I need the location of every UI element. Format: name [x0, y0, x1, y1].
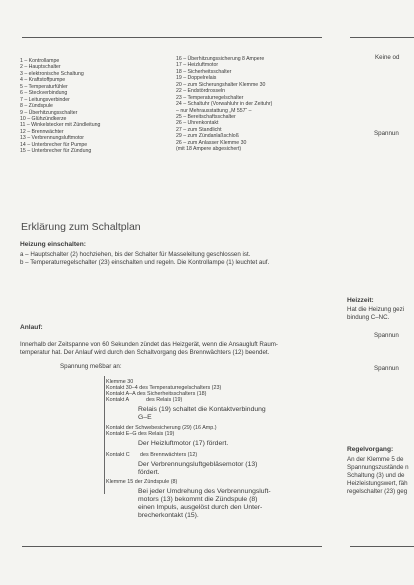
legend-item: 29 – zum Zündanlaßschloß [176, 133, 239, 140]
right-keine: Keine od [375, 54, 400, 61]
legend-item: 5 – Temperaturfühler [20, 83, 68, 90]
legend-item: 6 – Steckverbindung [20, 90, 68, 97]
right-heizzeit-line-2: bindung C–NC. [347, 314, 390, 321]
right-spannung-3: Spannun [374, 365, 399, 372]
anlauf-heading: Anlauf: [20, 324, 43, 331]
verbrennung-line-1: Der Verbrennungsluftgebläsemotor (13) [138, 461, 258, 468]
umdrehung-line-3: einen Impuls, ausgelöst durch den Unter- [138, 504, 263, 511]
bottom-rule-left [22, 546, 322, 547]
right-heizzeit-line-1: Hat die Heizung gezi [347, 306, 405, 313]
legend-item: 8 – Zündspule [20, 103, 53, 110]
right-regel-line-2: Spannungszustände n [347, 464, 409, 471]
kontakt-a-label: Kontakt A [106, 397, 130, 403]
kontakt-e-g: Kontakt E–G des Relais (19) [106, 431, 175, 437]
legend-item: 9 – Überhitzungsschalter [20, 109, 78, 116]
legend-item: 4 – Kraftstoffpumpe [20, 77, 66, 84]
legend-item: 11 – Winkelstecker mit Zündleitung [20, 122, 101, 129]
legend-item: 18 – Sicherheitsschalter [176, 68, 232, 75]
legend-item: 2 – Hauptschalter [20, 64, 61, 71]
klemme-15: Klemme 15 der Zündspule (8) [106, 479, 178, 485]
legend-item: 1 – Kontrollampe [20, 58, 60, 64]
top-rule-left [22, 37, 322, 38]
right-heizzeit-heading: Heizzeit: [347, 297, 374, 304]
legend-item: 25 – Bereitschaftsschalter [176, 113, 236, 120]
legend-item: – nur Mehrausstattung „M 557“ – [176, 107, 252, 114]
kontakt-a-value: des Relais (19) [146, 397, 183, 403]
umdrehung-line-1: Bei jeder Umdrehung des Verbrennungsluft- [138, 488, 271, 495]
umdrehung-line-4: brecherkontakt (15). [138, 512, 199, 519]
legend-item: 20 – zum Sicherungshalter Klemme 30 [176, 81, 266, 88]
legend-item: 26 – zum Anlasser Klemme 30 [176, 139, 247, 146]
legend-item: 23 – Temperaturregelschalter [176, 94, 244, 101]
right-spannung-1: Spannun [374, 130, 399, 137]
kontakt-c-label: Kontakt C [106, 452, 130, 458]
kontakt-c-value: des Brennwächters (12) [140, 452, 198, 458]
legend-item: 13 – Verbrennungsluftmotor [20, 135, 85, 142]
legend-item: 27 – zum Standlicht [176, 126, 222, 133]
anlauf-line-1: Innerhalb der Zeitspanne von 60 Sekunden zündet das Heizgerät, wenn die Ansaugluft Raum- [20, 341, 278, 348]
legend-item: 26 – Uhrenkontakt [176, 120, 219, 127]
legend-item: 3 – elektronische Schaltung [20, 70, 84, 77]
kontakt-30-4: Kontakt 30–4 des Temperaturregelschalters (23) [106, 385, 222, 391]
umdrehung-line-2: motors (13) bekommt die Zündspule (8) [138, 496, 258, 503]
right-regel-line-5: regelschalter (23) geg [347, 488, 408, 495]
heizung-heading: Heizung einschalten: [20, 241, 86, 248]
right-regel-line-3: Schaltung (3) und de [347, 472, 405, 479]
heizluftmotor-line: Der Heizluftmotor (17) fördert. [138, 440, 229, 447]
kontakt-a-a: Kontakt A–A des Sicherheitsschalters (18) [106, 391, 207, 397]
anlauf-line-2: temperatur hat. Der Anlauf wird durch den Schaltvorgang des Brennwächters (12) beendet. [20, 349, 270, 356]
legend-item: 22 – Endstördrosseln [176, 88, 226, 95]
right-regel-line-1: An der Klemme 5 de [347, 456, 404, 463]
heizung-line-a: a – Hauptschalter (2) hochziehen, bis der Schalter für Masseleitung geschlossen ist. [20, 251, 251, 258]
legend-item: 10 – Glühzündkerze [20, 115, 67, 122]
relais-line-2: G–E [138, 414, 152, 421]
legend-right-column [176, 56, 272, 153]
flow-vertical-line [104, 376, 105, 494]
legend-item: 19 – Doppelrelais [176, 75, 217, 82]
bottom-rule-right [350, 546, 414, 547]
legend-item: 15 – Unterbrecher für Zündung [20, 148, 92, 155]
heizung-line-b: b – Temperaturregelschalter (23) einschalten und regeln. Die Kontrollampe (1) leuchtet auf. [20, 259, 270, 266]
legend-item: (mit 18 Ampere abgesichert) [176, 146, 242, 153]
legend-item: 17 – Heizluftmotor [176, 62, 219, 69]
top-rule-right [350, 37, 414, 38]
legend-left-column [20, 58, 100, 155]
verbrennung-line-2: fördert. [138, 469, 160, 476]
right-regel-heading: Regelvorgang: [347, 446, 394, 453]
legend-item: 7 – Leitungsverbinder [20, 96, 70, 103]
schwebesicherung: Kontakt der Schwebesicherung (29) (16 Amp.) [106, 425, 217, 431]
legend-item: 16 – Überhitzungssicherung 8 Ampere [176, 56, 265, 62]
spannung-label: Spannung meßbar an: [60, 363, 122, 370]
klemme-30: Klemme 30 [106, 379, 134, 385]
legend-item: 12 – Brennwächter [20, 128, 64, 135]
right-regel-line-4: Heizleistungswert, fäh [347, 480, 408, 487]
legend-item: 14 – Unterbrecher für Pumpe [20, 141, 88, 148]
page-title: Erklärung zum Schaltplan [21, 221, 141, 233]
relais-line-1: Relais (19) schaltet die Kontaktverbindung [138, 406, 266, 413]
right-spannung-2: Spannun [374, 332, 399, 339]
legend-item: 24 – Schaltuhr (Vorwahluhr in der Zeituhr) [176, 101, 273, 108]
